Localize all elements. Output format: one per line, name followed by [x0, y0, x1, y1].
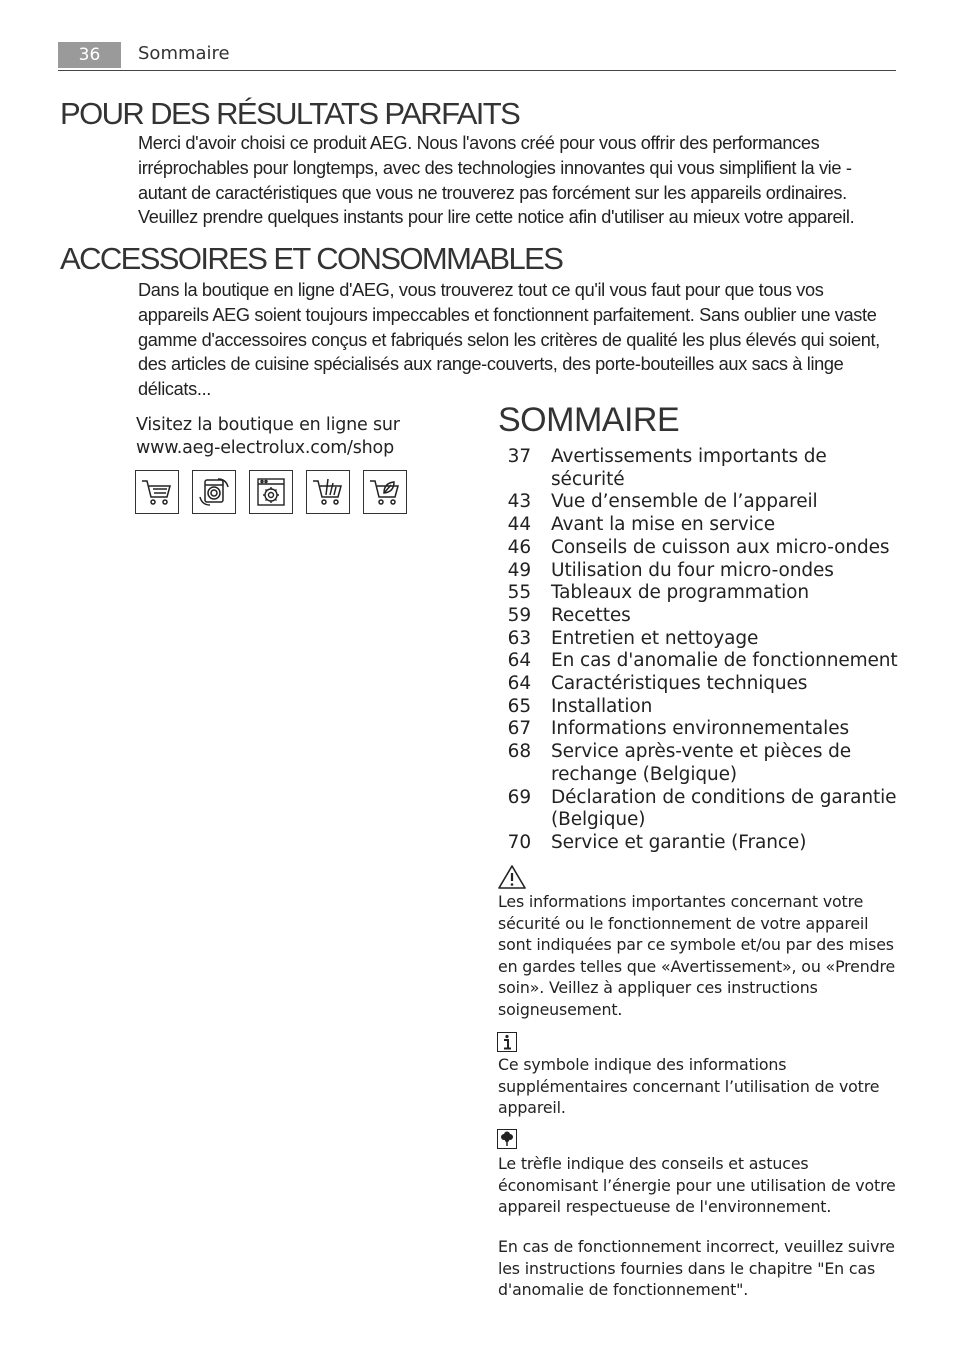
toc-entry[interactable] [500, 832, 900, 855]
heading-accessoires: ACCESSOIRES ET CONSOMMABLES [60, 241, 563, 276]
toc-page-number: 64 [507, 673, 531, 695]
table-of-contents [500, 446, 900, 855]
toc-entry[interactable] [500, 718, 900, 741]
accessories-paragraph: Dans la boutique en ligne d'AEG, vous trouverez tout ce qu'il vous faut pour que tous vos appareils AEG soient toujours impeccables et fonctionnent parfaitement. Sans oublier une vaste gamme d'accessoires conçus et fabriqués selon les critères de qualité les plus élevés qui soient, des articles de cuisine spécialisés aux range-couverts, des porte-bouteilles aux sacs à linge délicats... [138, 280, 880, 400]
toc-page-number: 70 [507, 831, 531, 853]
info-notice-text: Ce symbole indique des informations supplémentaires concernant l’utilisation de votre appareil. [498, 1055, 880, 1118]
toc-entry[interactable] [500, 696, 900, 719]
toc-page-number: 69 [507, 786, 531, 808]
toc-label: Installation [551, 695, 653, 717]
toc-page-number: 44 [507, 514, 531, 536]
warning-notice-text: Les informations importantes concernant votre sécurité ou le fonctionnement de votre appareil sont indiquées par ce symbole et/ou par des mises en gardes telles que «Avertissement», ou «Prendre soin». Veillez à appliquer ces instructions soigneusement. [498, 892, 896, 1019]
page-number: 36 [58, 42, 121, 68]
toc-label: Service et garantie (France) [551, 831, 807, 853]
info-icon [497, 1032, 517, 1052]
toc-page-number: 46 [507, 536, 531, 558]
toc-label: Vue d’ensemble de l’appareil [551, 491, 818, 513]
sommaire-title: SOMMAIRE [498, 401, 680, 439]
toc-entry[interactable] [500, 650, 900, 673]
toc-label: En cas d'anomalie de fonctionnement [551, 650, 898, 672]
toc-entry[interactable] [500, 605, 900, 628]
toc-entry[interactable] [500, 628, 900, 651]
toc-page-number: 64 [507, 650, 531, 672]
toc-label: Caractéristiques techniques [551, 673, 808, 695]
toc-label: Tableaux de programmation [551, 582, 809, 604]
toc-entry[interactable] [500, 741, 900, 786]
heading-resultats-parfaits: POUR DES RÉSULTATS PARFAITS [60, 96, 520, 131]
toc-entry[interactable] [500, 673, 900, 696]
toc-label: Conseils de cuisson aux micro-ondes [551, 536, 890, 558]
header-title: Sommaire [138, 43, 230, 64]
malfunction-notice-text: En cas de fonctionnement incorrect, veuillez suivre les instructions fournies dans le chapitre "En cas d'anomalie de fonctionnement". [498, 1237, 895, 1300]
shop-visit-text [136, 414, 456, 460]
toc-page-number: 37 [507, 446, 531, 467]
shop-url-link[interactable]: www.aeg-electrolux.com/shop [136, 438, 394, 458]
toc-page-number: 43 [507, 491, 531, 513]
toc-label: Avant la mise en service [551, 514, 775, 536]
cart-leaf-icon [363, 470, 407, 514]
toc-entry[interactable] [500, 582, 900, 605]
toc-entry[interactable] [500, 560, 900, 583]
gear-oven-icon [249, 470, 293, 514]
page-header [58, 40, 896, 71]
toc-entry[interactable] [500, 787, 900, 832]
clover-leaf-icon [497, 1129, 517, 1149]
warning-triangle-icon [497, 864, 527, 894]
toc-page-number: 67 [507, 718, 531, 740]
toc-label: Utilisation du four micro-ondes [551, 559, 834, 581]
toc-label: Recettes [551, 604, 631, 626]
toc-entry[interactable] [500, 514, 900, 537]
cart-cleaning-icon [306, 470, 350, 514]
toc-page-number: 63 [507, 627, 531, 649]
washing-machine-icon [192, 470, 236, 514]
toc-entry[interactable] [500, 446, 900, 491]
toc-label: Entretien et nettoyage [551, 627, 759, 649]
shop-visit-line: Visitez la boutique en ligne sur [136, 415, 400, 435]
intro-paragraph: Merci d'avoir choisi ce produit AEG. Nous l'avons créé pour vous offrir des performances irréprochables pour longtemps, avec des technologies innovantes qui vous simplifient la vie - autant de caractéristiques que vous ne trouverez pas forcément sur les appareils ordinaires. Veuillez prendre quelques instants pour lire cette notice afin d'utiliser au mieux votre appareil. [138, 133, 855, 228]
toc-entry[interactable] [500, 537, 900, 560]
toc-entry[interactable] [500, 491, 900, 514]
toc-label: Déclaration de conditions de garantie (Belgique) [551, 786, 897, 831]
toc-label: Avertissements importants de sécurité [551, 446, 827, 490]
toc-label: Informations environnementales [551, 718, 850, 740]
eco-notice-text: Le trèfle indique des conseils et astuces économisant l’énergie pour une utilisation de votre appareil respectueuse de l'environnement. [498, 1154, 896, 1217]
toc-page-number: 59 [507, 604, 531, 626]
toc-page-number: 49 [507, 559, 531, 581]
toc-page-number: 68 [507, 741, 531, 763]
toc-page-number: 55 [507, 582, 531, 604]
toc-page-number: 65 [507, 695, 531, 717]
toc-label: Service après-vente et pièces de rechange (Belgique) [551, 741, 852, 785]
shopping-cart-icon [135, 470, 179, 514]
